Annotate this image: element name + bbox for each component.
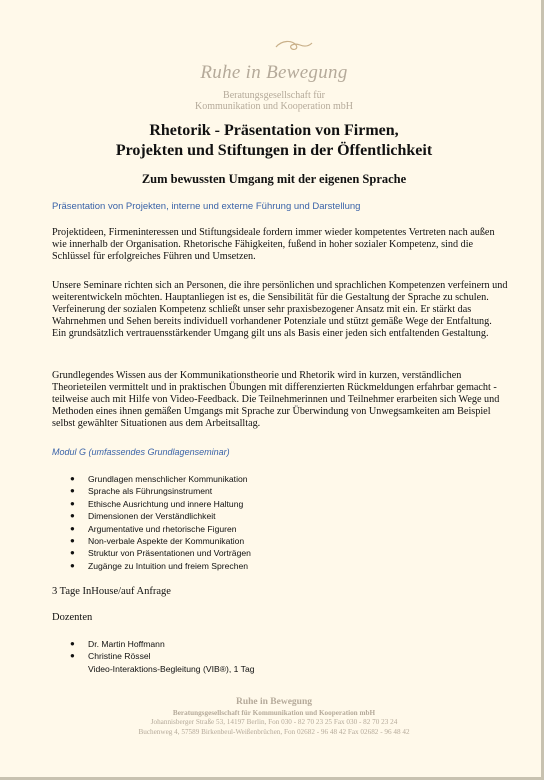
bullet-icon: ● [70,560,75,570]
module-topic-list [70,473,251,572]
audience-paragraph: Unsere Seminare richten sich an Personen, die ihre persönlichen und sprachlichen Kompetenzen verfeinern und weiterentwickeln möchten. Hauptanliegen ist es, die Sensibilität für die Gestaltung der Sprache zu schulen. Verfeinerung der sozialen Kompetenz schließt unser sehr praxisbezogener Ansatz mit ein. Er stärkt das Wahrnehmen und Sehen bereits individuell vorhandener Potenziale und stützt gemäße Wege der Entfaltung. Ein grundsätzlich vertrauensstärkender Umgang gilt uns als Basis einer jeden sich entfaltenden Gestaltung. [52,280,508,340]
footer-address-berlin: Johannisberger Straße 53, 14197 Berlin, Fon 030 - 82 70 23 25 Fax 030 - 82 70 23 24 [150,718,398,726]
bullet-icon: ● [70,474,75,483]
bullet-icon: ● [70,523,75,533]
list-item [70,473,251,485]
list-item [70,485,251,497]
section-heading: Präsentation von Projekten, interne und externe Führung und Darstellung [52,201,361,212]
instructor-name: Dr. Martin Hoffmann [88,639,165,649]
bullet-icon: ● [70,639,75,648]
instructors-heading: Dozenten [52,612,93,623]
list-item [70,535,251,547]
bullet-icon: ● [70,511,75,521]
bullet-icon: ● [70,548,75,558]
document-title-line1: Rhetorik - Präsentation von Firmen, [149,122,399,139]
intro-paragraph: Projektideen, Firmeninteressen und Stiftungsideale fordern immer wieder kompetentes Vertreten nach außen wie innerhalb der Organisation. Rhetorische Fähigkeiten, fußend in hoher sozialer Kompetenz, sind die Schlüssel für erfolgreiches Führen und Umsetzen. [52,227,495,263]
bullet-icon: ● [70,535,75,545]
swirl-icon [274,38,314,54]
list-item [70,560,251,572]
document-subtitle: Zum bewussten Umgang mit der eigenen Sprache [141,172,407,186]
instructor-note: Video-Interaktions-Begleitung (VIB®), 1 Tag [88,663,255,674]
brand-name: Ruhe in Bewegung [200,62,348,83]
footer-company: Beratungsgesellschaft für Kommunikation und Kooperation mbH [172,709,376,717]
topic-label: Argumentative und rhetorische Figuren [88,523,237,534]
bullet-icon: ● [70,651,75,661]
instructor-name: Christine Rössel [88,651,151,662]
topic-label: Zugänge zu Intuition und freiem Sprechen [88,560,249,571]
topic-label: Non-verbale Aspekte der Kommunikation [88,535,245,546]
list-item [70,510,251,522]
duration-text: 3 Tage InHouse/auf Anfrage [52,586,171,597]
brand-tagline-line2: Kommunikation und Kooperation mbH [194,101,354,112]
topic-label: Struktur von Präsentationen und Vorträgen [88,548,251,559]
list-item [70,638,255,650]
module-title: Modul G (umfassendes Grundlagenseminar) [52,447,230,457]
method-paragraph: Grundlegendes Wissen aus der Kommunikationstheorie und Rhetorik wird in kurzen, verständlichen Theorieteilen vermittelt und in praktischen Übungen mit differenzierten Rückmeldungen erfahrbar gemacht - teilweise auch mit Hilfe von Video-Feedback. Die Teilnehmerinnen und Teilnehmer erarbeiten sich Wege und Methoden eines ihnen gemäßen Umgangs mit Sprache zur Überwindung von Unwegsamkeiten am Beispiel selbst gewählter Situationen aus dem Arbeitsalltag. [52,370,500,430]
document-title-line2: Projekten und Stiftungen in der Öffentlichkeit [115,142,433,159]
topic-label: Grundlagen menschlicher Kommunikation [88,474,248,484]
footer-address-birkenbeul: Buchenweg 4, 57589 Birkenbeul-Weißenbrüchen, Fon 02682 - 96 48 42 Fax 02682 - 96 48 42 [138,728,410,736]
instructor-list [70,638,255,675]
list-item [70,498,251,510]
bullet-icon: ● [70,486,75,496]
list-item [70,547,251,559]
list-item [70,523,251,535]
brand-tagline-line1: Beratungsgesellschaft für [223,90,325,101]
bullet-icon: ● [70,498,75,508]
footer-brand-name: Ruhe in Bewegung [235,697,312,707]
topic-label: Dimensionen der Verständlichkeit [88,511,216,522]
list-item [70,650,255,675]
topic-label: Sprache als Führungsinstrument [88,486,213,497]
topic-label: Ethische Ausrichtung und innere Haltung [88,498,244,509]
